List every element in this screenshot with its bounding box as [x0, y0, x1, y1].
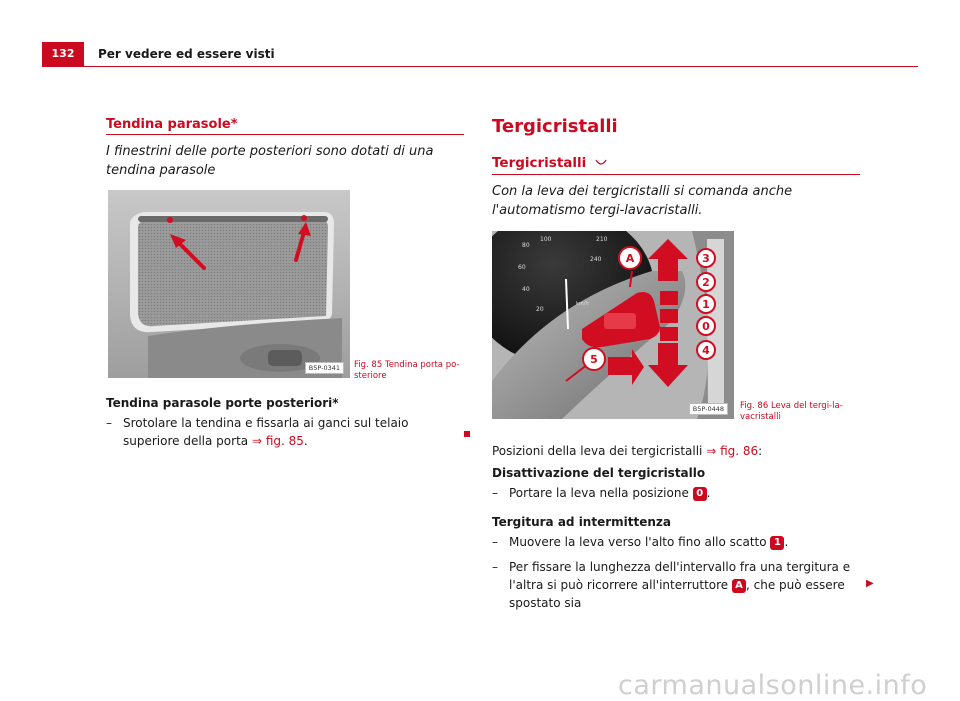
speedo-label: 20: [536, 306, 544, 313]
positions-intro: [492, 442, 864, 460]
bullet-text: Muovere la leva verso l'alto fino allo scatto: [509, 535, 767, 549]
callout-2: 2: [702, 276, 710, 289]
bullet-text: Portare la leva nella posizione: [509, 486, 689, 500]
section-rule: [492, 174, 860, 175]
bullet-text: Srotolare la tendina e fissarla ai ganci sul telaio superiore della porta: [123, 416, 409, 448]
speedo-label: 60: [518, 264, 526, 271]
bullet-end: .: [784, 535, 789, 549]
figure-code: B5P-0341: [305, 362, 344, 374]
bullet-item: [492, 484, 864, 502]
door-sunblind-illustration: [108, 190, 350, 378]
position-key: 0: [693, 487, 707, 501]
section-heading-text: Tergicristalli: [492, 155, 587, 171]
figure-85-caption: Fig. 85 Tendina porta posteriore: [354, 360, 460, 381]
bullet-dash: –: [492, 560, 498, 574]
callout-1: 1: [702, 298, 710, 311]
intro-end: :: [758, 444, 763, 458]
bullet-dash: –: [492, 535, 498, 549]
speedo-label: km/h: [576, 301, 589, 307]
bullet-end: .: [706, 486, 711, 500]
section-end-marker: [464, 431, 470, 437]
wiper-icon: [595, 158, 607, 168]
speedo-label: 80: [522, 242, 530, 249]
figure-86-photo: [492, 231, 734, 419]
position-key: 1: [770, 536, 784, 550]
page-number: 132: [42, 42, 84, 66]
bullet-item: [492, 558, 864, 612]
figure-85-link[interactable]: ⇒ fig. 85: [251, 434, 304, 448]
lead-paragraph: I finestrini delle porte posteriori sono dotati di una tendina parasole: [106, 144, 434, 178]
callout-0: 0: [702, 320, 710, 333]
bullet-end: , che può essere spostato sia: [509, 578, 845, 610]
page-title: Tergicristalli: [492, 116, 618, 137]
running-header-title: Per vedere ed essere visti: [98, 47, 275, 61]
bullet-end: .: [303, 434, 308, 448]
speedo-label: 40: [522, 286, 530, 293]
intro-text: Posizioni della leva dei tergicristalli: [492, 444, 703, 458]
speedo-label: 100: [540, 236, 552, 243]
subheading-wiper-off: Disattivazione del tergicristallo: [492, 466, 706, 480]
watermark: carmanualsonline.info: [618, 670, 928, 701]
subheading-rear-sunblind: Tendina parasole porte posteriori*: [106, 396, 339, 410]
header-rule: [42, 66, 918, 67]
callout-3: 3: [702, 252, 710, 265]
subheading-intermittent: Tergitura ad intermittenza: [492, 515, 671, 529]
speedo-label: 210: [596, 236, 608, 243]
continue-arrow-icon: ▶: [866, 578, 874, 589]
section-heading-sunblind: Tendina parasole*: [106, 117, 238, 132]
bullet-dash: –: [492, 486, 498, 500]
section-rule: [106, 134, 464, 135]
figure-86-caption: Fig. 86 Leva del tergi-lavacristalli: [740, 401, 843, 422]
section-heading-wipers: [492, 155, 607, 171]
bullet-text: Per fissare la lunghezza dell'intervallo fra una tergitura e l'altra si può ricorrere all'interruttore: [509, 560, 851, 592]
callout-A: A: [625, 252, 635, 265]
figure-85-photo: [108, 190, 350, 378]
wiper-lever-illustration: [492, 231, 734, 419]
bullet-item: [492, 533, 864, 551]
figure-86-link[interactable]: ⇒ fig. 86: [706, 444, 759, 458]
switch-key: A: [732, 579, 746, 593]
lead-paragraph: Con la leva dei tergicristalli si comanda anche l'automatismo tergi-lavacristalli.: [492, 184, 793, 218]
bullet-item: [106, 414, 468, 450]
bullet-dash: –: [106, 416, 112, 430]
speedo-label: 240: [590, 256, 602, 263]
callout-5: 5: [590, 353, 598, 366]
callout-4: 4: [702, 344, 710, 357]
figure-code: B5P-0448: [689, 403, 728, 415]
